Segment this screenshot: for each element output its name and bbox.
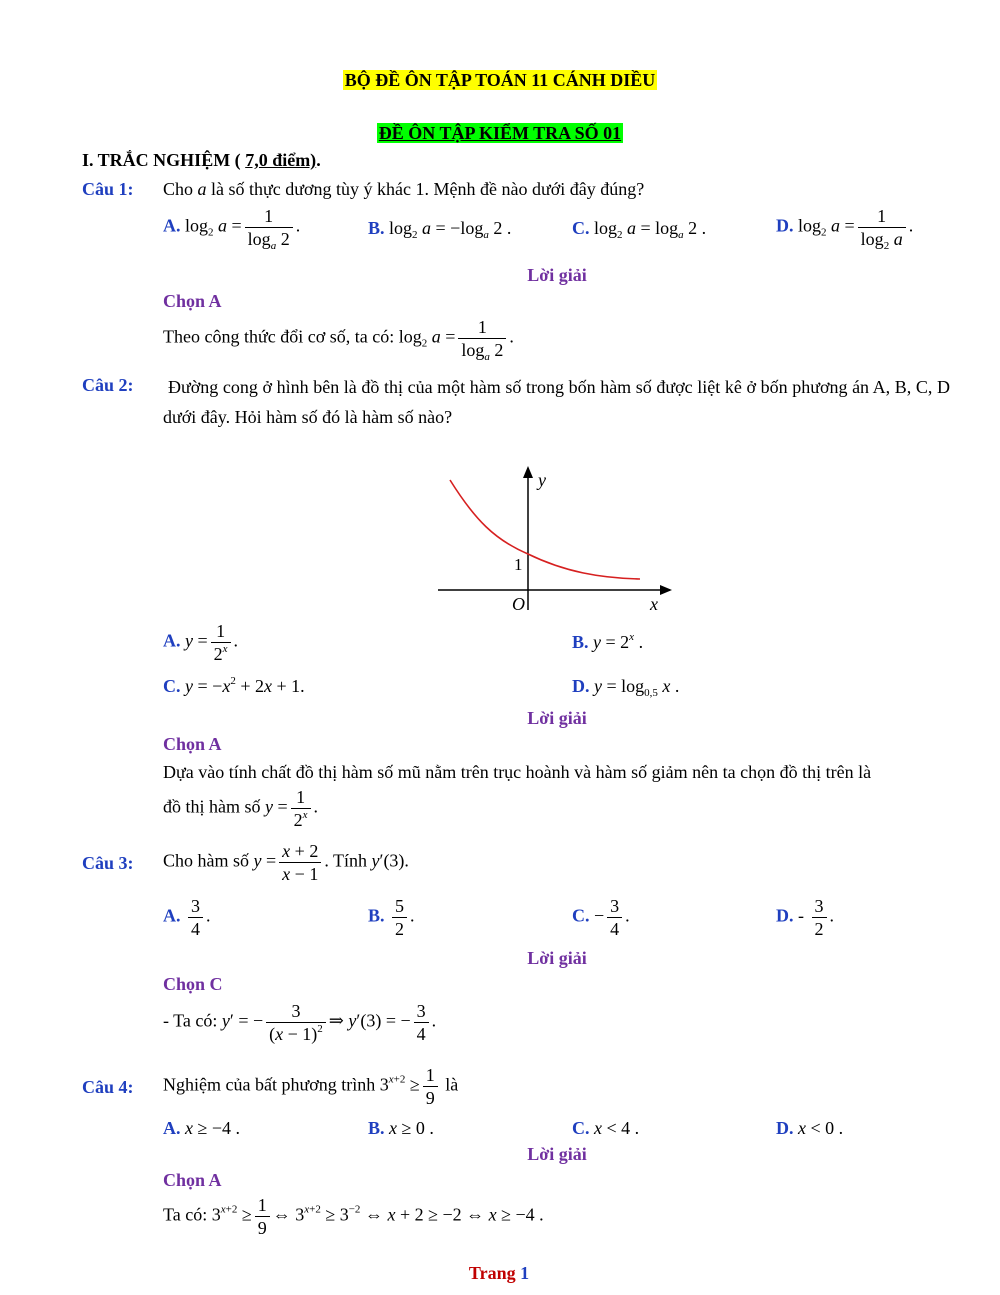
q2-answer-heading — [57, 708, 1000, 729]
q1-option-a-letter: A. — [163, 215, 181, 236]
decreasing-curve — [450, 480, 640, 579]
q1-option-c-letter: C. — [572, 218, 590, 238]
q2-option-b: B. $y = 2^x$ . — [572, 631, 644, 652]
q4-option-a: A. x ≥ −4 . — [163, 1118, 241, 1138]
document-title — [0, 70, 1000, 91]
y-axis-arrow-icon — [523, 466, 533, 478]
q1-option-d: D. $\log_2 a$ = $\frac{1}{\log_2 a}$ . — [776, 206, 914, 252]
function-graph — [430, 460, 680, 620]
section-suffix: . — [316, 150, 321, 170]
q2-solution-line2: đồ thị hàm số y = $\frac{1}{2^x}$ . — [163, 787, 319, 830]
question-3-label: Câu 3: — [82, 853, 134, 873]
q3-option-c-letter: C. — [572, 905, 590, 926]
q2-option-c-letter: C. — [163, 676, 181, 696]
footer-word: Trang — [468, 1263, 516, 1283]
q4-option-b: B. x ≥ 0 . — [368, 1118, 434, 1138]
q4-option-c-letter: C. — [572, 1118, 590, 1138]
question-4 — [82, 1077, 134, 1098]
q2-choice: Chọn A — [163, 734, 222, 754]
q1-text-var: a — [197, 179, 207, 199]
q3-text-mid: . Tính — [324, 850, 367, 871]
q1-text-post: là số thực dương tùy ý khác 1. Mệnh đề nào dưới đây đúng? — [211, 179, 645, 199]
origin-label: O — [512, 594, 525, 614]
q3-option-c: C. − $\frac{3}{4}$ . — [572, 896, 630, 939]
question-3 — [82, 853, 134, 874]
q3-option-b: B. $\frac{5}{2}$ . — [368, 896, 415, 939]
q1-option-a: A. $\log_2 a$ = $\frac{1}{\log_a 2}$ . — [163, 206, 301, 252]
q4-answer-heading — [57, 1144, 1000, 1165]
question-1 — [82, 179, 134, 200]
q4-solution: Ta có: $3^{x+2}$ ≥ $\frac{1}{9}$ ⇔ $3^{x+2} \ge 3^{-2}$ ⇔ x + 2 ≥ −2 ⇔ x ≥ −4 . — [163, 1195, 544, 1238]
x-axis-label: x — [650, 594, 658, 614]
footer-page-number: 1 — [520, 1263, 530, 1283]
q2-option-d: D. $y = \log_{0,5} x$ . — [572, 676, 680, 699]
q2-solution-line2-text: đồ thị hàm số — [163, 796, 261, 817]
q4-answer-heading-text: Lời giải — [527, 1144, 587, 1164]
intercept-label: 1 — [514, 555, 523, 574]
q4-option-b-letter: B. — [368, 1118, 385, 1138]
q1-answer-heading — [57, 265, 1000, 286]
q3-option-d: D. - $\frac{3}{2}$ . — [776, 896, 834, 939]
q1-option-b: B. $\log_2 a = -\log_a$ 2 . — [368, 218, 512, 241]
q2-option-d-letter: D. — [572, 676, 590, 696]
q3-option-a-letter: A. — [163, 905, 181, 926]
question-2-label: Câu 2: — [82, 375, 134, 395]
x-axis-arrow-icon — [660, 585, 672, 595]
q4-text-pre: Nghiệm của bất phương trình — [163, 1074, 376, 1095]
section-prefix: I. TRẮC NGHIỆM ( — [82, 150, 246, 170]
title-text: BỘ ĐỀ ÔN TẬP TOÁN 11 CÁNH DIỀU — [344, 70, 656, 90]
question-4-text: Nghiệm của bất phương trình $3^{x+2}$ ≥ $\frac{1}{9}$ là — [163, 1065, 459, 1108]
q3-answer-heading — [57, 948, 1000, 969]
q1-solution: Theo công thức đổi cơ số, ta có: $\log_2 a$ = $\frac{1}{\log_a 2}$ . — [163, 317, 514, 363]
q1-option-c: C. $\log_2 a = \log_a 2$ . — [572, 218, 707, 241]
q3-answer-heading-text: Lời giải — [527, 948, 587, 968]
q2-option-b-letter: B. — [572, 632, 589, 652]
section-points: 7,0 điểm) — [245, 150, 317, 170]
q2-option-c: C. $y = -x^2 + 2x + 1$. — [163, 675, 305, 696]
q4-solution-text: Ta có: — [163, 1204, 208, 1225]
q4-text-post: là — [445, 1074, 459, 1095]
q2-option-a: A. y = $\frac{1}{2^x}$ . — [163, 621, 239, 664]
q3-text-pre: Cho hàm số — [163, 850, 250, 871]
q4-choice: Chọn A — [163, 1170, 222, 1190]
question-3-text: Cho hàm số y = $\frac{x + 2}{x - 1}$ . Tính y′(3). — [163, 841, 409, 884]
page-footer — [0, 1263, 999, 1284]
question-4-label: Câu 4: — [82, 1077, 134, 1097]
q3-option-d-letter: D. — [776, 905, 794, 926]
q4-option-d-letter: D. — [776, 1118, 794, 1138]
q4-option-c: C. x < 4 . — [572, 1118, 640, 1138]
q3-option-b-letter: B. — [368, 905, 385, 926]
q3-solution: - Ta có: y′ = − $\frac{3}{(x - 1)^2}$ ⇒ y′(3) = − $\frac{3}{4}$ . — [163, 1001, 437, 1044]
q4-option-a-letter: A. — [163, 1118, 181, 1138]
q1-option-d-letter: D. — [776, 215, 794, 236]
q1-answer-heading-text: Lời giải — [527, 265, 587, 285]
document-subtitle — [0, 123, 1000, 144]
q3-solution-text: - Ta có: — [163, 1010, 218, 1031]
question-1-label: Câu 1: — [82, 179, 134, 199]
q3-choice: Chọn C — [163, 974, 223, 994]
q4-option-d: D. x < 0 . — [776, 1118, 844, 1138]
q3-option-a: A. $\frac{3}{4}$ . — [163, 896, 211, 939]
q1-text-pre: Cho — [163, 179, 194, 199]
question-2-text: Đường cong ở hình bên là đồ thị của một hàm số trong bốn hàm số được liệt kê ở bốn phương án A, B, C, D dưới đây. Hỏi hàm số đó là hàm số nào? — [163, 377, 950, 427]
q2-option-a-letter: A. — [163, 630, 181, 651]
q2-answer-heading-text: Lời giải — [527, 708, 587, 728]
question-1-text — [163, 179, 644, 200]
q2-solution-line1: Dựa vào tính chất đồ thị hàm số mũ nằm trên trục hoành và hàm số giảm nên ta chọn đồ thị trên là — [163, 762, 872, 782]
question-2 — [82, 375, 134, 396]
q1-solution-text: Theo công thức đổi cơ số, ta có: — [163, 326, 395, 347]
q1-choice: Chọn A — [163, 291, 222, 311]
y-axis-label: y — [538, 470, 546, 490]
section-heading — [82, 150, 321, 171]
subtitle-text: ĐỀ ÔN TẬP KIỂM TRA SỐ 01 — [378, 123, 622, 143]
q1-option-b-letter: B. — [368, 218, 385, 238]
